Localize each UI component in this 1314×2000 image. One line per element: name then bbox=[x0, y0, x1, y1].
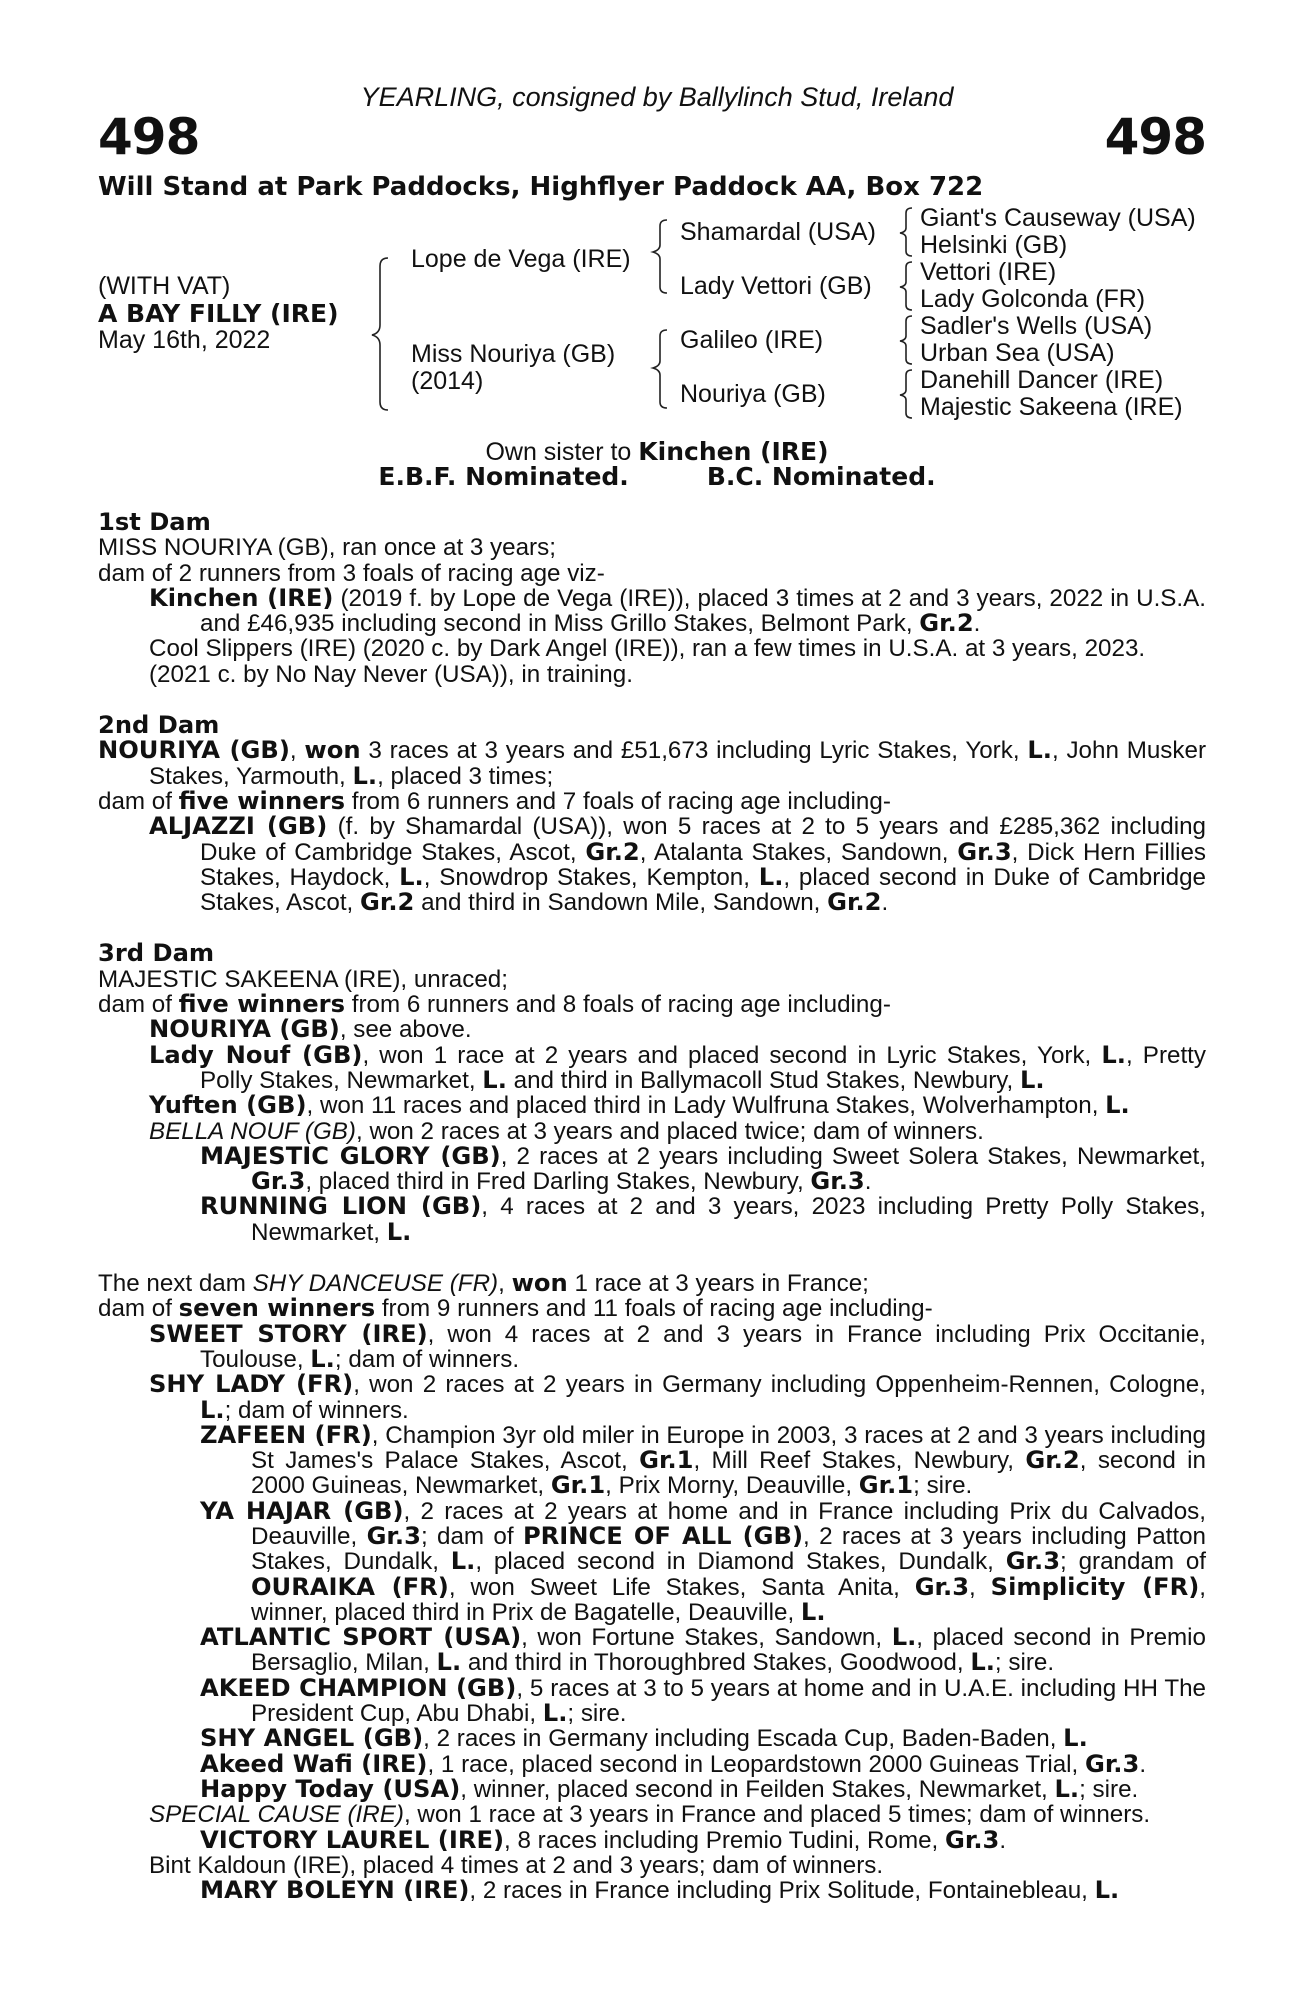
own-sister-name: Kinchen (IRE) bbox=[638, 437, 829, 466]
produce-entry: Akeed Wafi (IRE), 1 race, placed second in Leopardstown 2000 Guineas Trial, Gr.3. bbox=[200, 1749, 1147, 1778]
produce-entry: SHY LADY (FR), won 2 races at 2 years in Germany including Oppenheim-Rennen, Cologne, L.; dam of winners. bbox=[149, 1370, 1206, 1424]
brace-gen3-1 bbox=[900, 208, 912, 256]
dds: Danehill Dancer (IRE) bbox=[920, 366, 1164, 394]
section-heading-3rd-dam: 3rd Dam bbox=[98, 939, 215, 968]
produce-entry: Cool Slippers (IRE) (2020 c. by Dark Angel (IRE)), ran a few times in U.S.A. at 3 years, 2023. bbox=[149, 635, 1146, 663]
produce-entry: VICTORY LAUREL (IRE), 8 races including Premio Tudini, Rome, Gr.3. bbox=[200, 1825, 1007, 1854]
brace-gen3-2 bbox=[900, 262, 912, 310]
sdd: Lady Golconda (FR) bbox=[920, 285, 1146, 313]
pedigree-braces bbox=[0, 0, 1314, 450]
dam-year: (2014) bbox=[411, 367, 484, 395]
lot-number-left: 498 bbox=[98, 108, 200, 166]
produce-entry: YA HAJAR (GB), 2 races at 2 years at home and in France including Prix du Calvados, Deauville, Gr.3; dam of PRINCE OF ALL (GB), 2 races at 3 years including Patton Stakes, Dundalk, L., placed second in Diamond Stakes, Dundalk, Gr.3; grandam of OURAIKA (FR), won Sweet Life Stakes, Santa Anita, Gr.3, Simplicity (FR), winner, placed third in Prix de Bagatelle, Deauville, L. bbox=[200, 1496, 1207, 1626]
produce-entry: ATLANTIC SPORT (USA), won Fortune Stakes, Sandown, L., placed second in Premio Bersaglio, Milan, L. and third in Thoroughbred Stakes, Goodwood, L.; sire. bbox=[200, 1623, 1206, 1677]
produce-entry: Lady Nouf (GB), won 1 race at 2 years and placed second in Lyric Stakes, York, L., Pretty Polly Stakes, Newmarket, L. and third in Ballymacoll Stud Stakes, Newbury, L. bbox=[149, 1040, 1206, 1094]
produce-entry: Bint Kaldoun (IRE), placed 4 times at 2 and 3 years; dam of winners. bbox=[149, 1851, 884, 1879]
catalogue-body bbox=[98, 510, 1206, 1903]
dam2-produce: dam of five winners from 6 runners and 7 foals of racing age including- bbox=[98, 786, 891, 815]
sss: Giant's Causeway (USA) bbox=[920, 204, 1196, 232]
section-heading-1st-dam: 1st Dam bbox=[98, 508, 211, 536]
produce-entry: SPECIAL CAUSE (IRE), won 1 race at 3 years in France and placed 5 times; dam of winners. bbox=[149, 1801, 1151, 1829]
produce-entry: BELLA NOUF (GB), won 2 races at 3 years and placed twice; dam of winners. bbox=[149, 1117, 984, 1145]
dam3-line: MAJESTIC SAKEENA (IRE), unraced; bbox=[98, 965, 508, 993]
nominations-line bbox=[0, 462, 1314, 491]
sire: Lope de Vega (IRE) bbox=[411, 245, 631, 273]
bc-nominated: B.C. Nominated. bbox=[706, 462, 936, 491]
dsd: Urban Sea (USA) bbox=[920, 339, 1115, 367]
produce-entry: ALJAZZI (GB) (f. by Shamardal (USA)), won 5 races at 2 to 5 years and £285,362 including Duke of Cambridge Stakes, Ascot, Gr.2, Atalanta Stakes, Sandown, Gr.3, Dick Hern Fillies Stakes, Haydock, L., Snowdrop Stakes, Kempton, L., placed second in Duke of Cambridge Stakes, Ascot, Gr.2 and third in Sandown Mile, Sandown, Gr.2. bbox=[149, 812, 1206, 917]
sire-sire: Shamardal (USA) bbox=[680, 218, 876, 246]
produce-entry: SWEET STORY (IRE), won 4 races at 2 and 3 years in France including Prix Occitanie, Toulouse, L.; dam of winners. bbox=[149, 1319, 1206, 1373]
section-heading-2nd-dam: 2nd Dam bbox=[98, 711, 220, 740]
dam2-line: NOURIYA (GB), won 3 races at 3 years and £51,673 including Lyric Stakes, York, L., John Musker Stakes, Yarmouth, L., placed 3 times; bbox=[98, 736, 1206, 790]
produce-entry: Happy Today (USA), winner, placed second in Feilden Stakes, Newmarket, L.; sire. bbox=[200, 1774, 1139, 1803]
ddd: Majestic Sakeena (IRE) bbox=[920, 393, 1183, 421]
brace-gen1 bbox=[372, 258, 388, 410]
vat-note: (WITH VAT) bbox=[98, 272, 231, 300]
produce-entry: (2021 c. by No Nay Never (USA)), in training. bbox=[149, 660, 633, 688]
next-dam-line: The next dam SHY DANCEUSE (FR), won 1 race at 3 years in France; bbox=[98, 1269, 869, 1298]
produce-entry: SHY ANGEL (GB), 2 races in Germany including Escada Cup, Baden-Baden, L. bbox=[200, 1724, 1088, 1753]
next-dam-produce: dam of seven winners from 9 runners and 11 foals of racing age including- bbox=[98, 1294, 933, 1323]
dam1-line: MISS NOURIYA (GB), ran once at 3 years; bbox=[98, 534, 556, 562]
stand-location: Will Stand at Park Paddocks, Highflyer Paddock AA, Box 722 bbox=[98, 172, 984, 202]
horse-dob: May 16th, 2022 bbox=[98, 326, 271, 354]
sire-dam: Lady Vettori (GB) bbox=[680, 272, 872, 300]
ssd: Helsinki (GB) bbox=[920, 231, 1068, 259]
produce-entry: RUNNING LION (GB), 4 races at 2 and 3 years, 2023 including Pretty Polly Stakes, Newmarket, L. bbox=[200, 1192, 1206, 1246]
dam-dam: Nouriya (GB) bbox=[680, 380, 826, 408]
produce-entry: ZAFEEN (FR), Champion 3yr old miler in Europe in 2003, 3 races at 2 and 3 years including St James's Palace Stakes, Ascot, Gr.1, Mill Reef Stakes, Newbury, Gr.2, second in 2000 Guineas, Newmarket, Gr.1, Prix Morny, Deauville, Gr.1; sire. bbox=[200, 1420, 1206, 1500]
produce-entry: NOURIYA (GB), see above. bbox=[149, 1015, 472, 1044]
produce-entry: MAJESTIC GLORY (GB), 2 races at 2 years including Sweet Solera Stakes, Newmarket, Gr.3, placed third in Fred Darling Stakes, Newbury, Gr.3. bbox=[200, 1141, 1206, 1196]
page-subtitle: YEARLING, consigned by Ballylinch Stud, Ireland bbox=[360, 82, 954, 112]
horse-name: A BAY FILLY (IRE) bbox=[98, 299, 339, 328]
dam3-produce: dam of five winners from 6 runners and 8 foals of racing age including- bbox=[98, 990, 891, 1019]
produce-entry: AKEED CHAMPION (GB), 5 races at 3 to 5 years at home and in U.A.E. including HH The President Cup, Abu Dhabi, L.; sire. bbox=[200, 1673, 1206, 1728]
dss: Sadler's Wells (USA) bbox=[920, 312, 1153, 340]
brace-gen3-3 bbox=[900, 316, 912, 364]
ebf-nominated: E.B.F. Nominated. bbox=[378, 462, 629, 491]
produce-entry: Yuften (GB), won 11 races and placed third in Lady Wulfruna Stakes, Wolverhampton, L. bbox=[149, 1091, 1130, 1120]
dam-sire: Galileo (IRE) bbox=[680, 326, 824, 354]
brace-gen2-top bbox=[653, 220, 667, 293]
own-sister-prefix: Own sister to bbox=[485, 438, 639, 466]
dam: Miss Nouriya (GB) bbox=[411, 340, 616, 368]
brace-gen2-bot bbox=[653, 330, 667, 408]
dam1-produce: dam of 2 runners from 3 foals of racing age viz- bbox=[98, 559, 605, 587]
lot-number-right: 498 bbox=[1104, 108, 1206, 166]
brace-gen3-4 bbox=[900, 370, 912, 418]
sds: Vettori (IRE) bbox=[920, 258, 1057, 286]
produce-entry: Kinchen (IRE) (2019 f. by Lope de Vega (IRE)), placed 3 times at 2 and 3 years, 2022 in U.S.A. and £46,935 including second in Miss Grillo Stakes, Belmont Park, Gr.2. bbox=[149, 583, 1206, 638]
produce-entry: MARY BOLEYN (IRE), 2 races in France including Prix Solitude, Fontainebleau, L. bbox=[200, 1876, 1120, 1905]
